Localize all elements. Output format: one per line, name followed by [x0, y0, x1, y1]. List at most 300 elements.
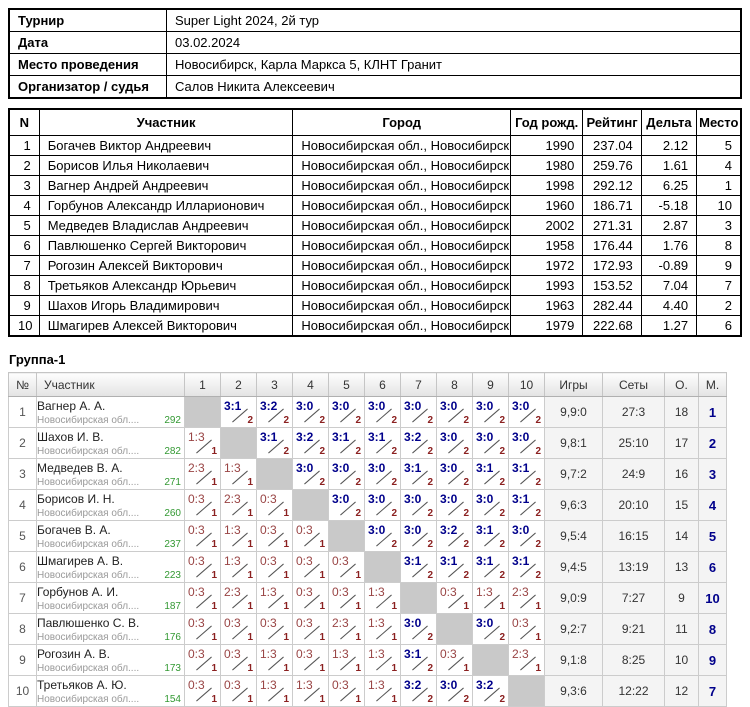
match-score-win-cell: [293, 428, 329, 459]
self-cell: [221, 428, 257, 459]
match-points: 2: [427, 694, 433, 705]
info-value: Салов Никита Алексеевич: [167, 76, 742, 99]
group-participant-region: Новосибирская обл....: [37, 662, 140, 674]
match-score-win-cell: [329, 490, 365, 521]
match-score: 3:2: [440, 523, 458, 537]
match-score-loss-cell: [185, 645, 221, 676]
match-points: 2: [463, 477, 469, 488]
group-row-number: 8: [9, 614, 37, 645]
group-participant-rating: 187: [164, 600, 181, 612]
group-participant-name: Третьяков А. Ю.: [37, 677, 127, 692]
table-row: [9, 216, 741, 236]
match-score: 3:1: [440, 554, 458, 568]
group-participant-name: Павлюшенко С. В.: [37, 615, 140, 630]
match-points: 2: [355, 508, 361, 519]
place-value: 6: [697, 316, 741, 337]
match-score: 0:3: [332, 585, 349, 599]
match-score-loss-cell: [329, 583, 365, 614]
group-header-sets: Сеты: [603, 373, 665, 397]
match-score: 3:0: [368, 523, 386, 537]
match-points: 2: [499, 632, 505, 643]
rating-value: 222.68: [583, 316, 641, 337]
group-header-games: Игры: [545, 373, 603, 397]
match-points: 1: [535, 632, 541, 643]
match-points: 2: [535, 477, 541, 488]
participant-name: Третьяков Александр Юрьевич: [39, 276, 293, 296]
match-points: 2: [427, 415, 433, 426]
group-place-value: 2: [699, 428, 727, 459]
match-points: 1: [283, 632, 289, 643]
participant-name: Шмагирев Алексей Викторович: [39, 316, 293, 337]
match-score: 3:2: [296, 430, 314, 444]
match-points: 2: [247, 415, 253, 426]
points-value: 16: [665, 459, 699, 490]
match-score-win-cell: [401, 397, 437, 428]
match-points: 2: [499, 570, 505, 581]
match-score-win-cell: [437, 490, 473, 521]
match-score: 0:3: [188, 492, 205, 506]
group-participant-rating: 223: [164, 569, 181, 581]
match-points: 1: [355, 601, 361, 612]
match-score-loss-cell: [221, 645, 257, 676]
points-value: 10: [665, 645, 699, 676]
match-points: 2: [535, 446, 541, 457]
participants-header-n: N: [9, 109, 39, 136]
match-points: 2: [499, 508, 505, 519]
games-value: 9,4:5: [545, 552, 603, 583]
match-score-loss-cell: [185, 614, 221, 645]
group-participant-cell: [37, 676, 185, 707]
participant-city: Новосибирская обл., Новосибирск: [293, 256, 510, 276]
match-score-win-cell: [437, 552, 473, 583]
match-score: 3:0: [440, 461, 458, 475]
participant-name: Рогозин Алексей Викторович: [39, 256, 293, 276]
group-participant-subline: [37, 539, 184, 550]
group-title: Группа-1: [9, 352, 66, 367]
group-participant-rating: 176: [164, 631, 181, 643]
delta-value: 4.40: [641, 296, 696, 316]
match-score: 0:3: [296, 647, 313, 661]
match-score: 3:2: [404, 678, 422, 692]
match-score-win-cell: [473, 459, 509, 490]
match-points: 1: [463, 601, 469, 612]
place-value: 1: [697, 176, 741, 196]
match-score-win-cell: [365, 459, 401, 490]
match-score-loss-cell: [329, 552, 365, 583]
match-points: 1: [319, 694, 325, 705]
group-row-number: 7: [9, 583, 37, 614]
group-participant-subline: [37, 694, 184, 705]
table-row: [9, 236, 741, 256]
group-row: [9, 645, 727, 676]
match-score-loss-cell: [185, 676, 221, 707]
group-header-col-1: 1: [185, 373, 221, 397]
row-number: 9: [9, 296, 39, 316]
place-value: 8: [697, 236, 741, 256]
participants-header-delta: Дельта: [641, 109, 696, 136]
group-header-col-9: 9: [473, 373, 509, 397]
match-score: 0:3: [260, 616, 277, 630]
row-number: 1: [9, 136, 39, 156]
participant-name: Вагнер Андрей Андреевич: [39, 176, 293, 196]
games-value: 9,7:2: [545, 459, 603, 490]
group-header-col-4: 4: [293, 373, 329, 397]
table-row: [9, 136, 741, 156]
match-score: 3:0: [440, 678, 458, 692]
match-points: 1: [319, 601, 325, 612]
participants-header-rating: Рейтинг: [583, 109, 641, 136]
match-score-win-cell: [437, 428, 473, 459]
points-value: 15: [665, 490, 699, 521]
points-value: 17: [665, 428, 699, 459]
games-value: 9,8:1: [545, 428, 603, 459]
match-score: 3:0: [476, 492, 494, 506]
participant-city: Новосибирская обл., Новосибирск: [293, 276, 510, 296]
group-header-col-3: 3: [257, 373, 293, 397]
match-score-win-cell: [365, 521, 401, 552]
match-score: 3:0: [332, 399, 350, 413]
match-score: 2:3: [512, 647, 529, 661]
info-row: [9, 54, 741, 76]
match-score: 1:3: [224, 554, 241, 568]
group-participant-rating: 237: [164, 538, 181, 550]
match-points: 2: [283, 415, 289, 426]
match-points: 1: [211, 477, 217, 488]
group-participant-subline: [37, 632, 184, 643]
row-number: 5: [9, 216, 39, 236]
match-score-loss-cell: [473, 583, 509, 614]
group-participant-name: Шмагирев А. В.: [37, 553, 124, 568]
match-score: 0:3: [260, 492, 277, 506]
match-points: 1: [391, 601, 397, 612]
match-score-win-cell: [473, 428, 509, 459]
match-score: 1:3: [224, 523, 241, 537]
group-row: [9, 521, 727, 552]
group-place-value: 9: [699, 645, 727, 676]
match-score: 1:3: [368, 647, 385, 661]
self-cell: [365, 552, 401, 583]
sets-value: 13:19: [603, 552, 665, 583]
self-cell: [437, 614, 473, 645]
match-score: 0:3: [296, 554, 313, 568]
match-score: 3:0: [332, 492, 350, 506]
match-points: 1: [355, 632, 361, 643]
match-score-loss-cell: [185, 521, 221, 552]
participant-name: Борисов Илья Николаевич: [39, 156, 293, 176]
info-value: Super Light 2024, 2й тур: [167, 9, 742, 32]
match-score-win-cell: [257, 397, 293, 428]
match-score-loss-cell: [293, 614, 329, 645]
match-score-loss-cell: [437, 583, 473, 614]
match-score-loss-cell: [257, 552, 293, 583]
match-score: 2:3: [224, 585, 241, 599]
match-score-loss-cell: [221, 614, 257, 645]
sets-value: 25:10: [603, 428, 665, 459]
match-points: 1: [247, 632, 253, 643]
match-points: 1: [211, 601, 217, 612]
group-row: [9, 428, 727, 459]
match-score: 3:0: [404, 616, 422, 630]
birth-year: 1993: [510, 276, 582, 296]
group-participant-name: Борисов И. Н.: [37, 491, 115, 506]
group-participant-region: Новосибирская обл....: [37, 631, 140, 643]
points-value: 9: [665, 583, 699, 614]
match-score: 3:0: [440, 430, 458, 444]
match-score: 1:3: [476, 585, 493, 599]
match-score-loss-cell: [293, 676, 329, 707]
points-value: 14: [665, 521, 699, 552]
match-points: 2: [427, 539, 433, 550]
match-points: 2: [391, 477, 397, 488]
match-score: 0:3: [188, 585, 205, 599]
match-score-loss-cell: [221, 676, 257, 707]
match-score: 3:1: [512, 492, 530, 506]
match-score-win-cell: [401, 614, 437, 645]
participant-city: Новосибирская обл., Новосибирск: [293, 176, 510, 196]
match-points: 1: [283, 694, 289, 705]
match-points: 2: [463, 694, 469, 705]
self-cell: [509, 676, 545, 707]
group-row: [9, 397, 727, 428]
match-score-loss-cell: [509, 645, 545, 676]
match-score-win-cell: [437, 521, 473, 552]
match-score: 0:3: [332, 678, 349, 692]
group-row-number: 5: [9, 521, 37, 552]
participants-header-row: [9, 109, 741, 136]
match-points: 1: [355, 570, 361, 581]
match-score: 0:3: [260, 554, 277, 568]
group-participant-subline: [37, 601, 184, 612]
match-points: 2: [463, 415, 469, 426]
match-score-win-cell: [365, 397, 401, 428]
match-score-win-cell: [401, 676, 437, 707]
group-place-value: 7: [699, 676, 727, 707]
match-points: 1: [283, 508, 289, 519]
match-points: 2: [427, 477, 433, 488]
match-points: 2: [535, 539, 541, 550]
match-score-win-cell: [473, 521, 509, 552]
match-score-loss-cell: [257, 583, 293, 614]
place-value: 10: [697, 196, 741, 216]
info-label: Турнир: [9, 9, 167, 32]
participant-city: Новосибирская обл., Новосибирск: [293, 216, 510, 236]
match-score: 0:3: [332, 554, 349, 568]
match-score: 3:1: [404, 554, 422, 568]
match-points: 2: [427, 632, 433, 643]
birth-year: 1998: [510, 176, 582, 196]
match-points: 1: [535, 601, 541, 612]
place-value: 7: [697, 276, 741, 296]
participant-name: Шахов Игорь Владимирович: [39, 296, 293, 316]
match-points: 2: [319, 477, 325, 488]
match-points: 1: [211, 663, 217, 674]
match-points: 2: [499, 446, 505, 457]
match-score: 3:0: [512, 430, 530, 444]
match-points: 1: [283, 570, 289, 581]
delta-value: 1.76: [641, 236, 696, 256]
participant-city: Новосибирская обл., Новосибирск: [293, 236, 510, 256]
match-score-win-cell: [221, 397, 257, 428]
match-score: 1:3: [188, 430, 205, 444]
group-header-row: [9, 373, 727, 397]
birth-year: 1980: [510, 156, 582, 176]
match-score: 1:3: [296, 678, 313, 692]
match-points: 1: [391, 694, 397, 705]
match-score-win-cell: [401, 459, 437, 490]
group-participant-rating: 260: [164, 507, 181, 519]
place-value: 5: [697, 136, 741, 156]
place-value: 3: [697, 216, 741, 236]
group-participant-rating: 154: [164, 693, 181, 705]
sets-value: 8:25: [603, 645, 665, 676]
match-score: 0:3: [296, 523, 313, 537]
match-score-win-cell: [437, 459, 473, 490]
match-score-win-cell: [329, 428, 365, 459]
group-place-value: 1: [699, 397, 727, 428]
group-participant-subline: [37, 415, 184, 426]
match-score: 1:3: [260, 585, 277, 599]
match-score-win-cell: [365, 490, 401, 521]
group-row: [9, 614, 727, 645]
games-value: 9,3:6: [545, 676, 603, 707]
self-cell: [473, 645, 509, 676]
match-score-win-cell: [509, 397, 545, 428]
match-points: 1: [355, 663, 361, 674]
match-score: 3:0: [512, 399, 530, 413]
birth-year: 1979: [510, 316, 582, 337]
delta-value: 7.04: [641, 276, 696, 296]
match-points: 2: [283, 446, 289, 457]
group-place-value: 5: [699, 521, 727, 552]
match-score: 3:1: [512, 554, 530, 568]
match-score-win-cell: [293, 459, 329, 490]
match-points: 1: [211, 446, 217, 457]
info-label: Дата: [9, 32, 167, 54]
match-score: 1:3: [368, 616, 385, 630]
rating-value: 271.31: [583, 216, 641, 236]
group-participant-rating: 271: [164, 476, 181, 488]
participant-city: Новосибирская обл., Новосибирск: [293, 156, 510, 176]
match-score-win-cell: [509, 459, 545, 490]
match-score: 3:1: [332, 430, 350, 444]
match-points: 2: [427, 508, 433, 519]
games-value: 9,2:7: [545, 614, 603, 645]
rating-value: 172.93: [583, 256, 641, 276]
self-cell: [293, 490, 329, 521]
match-score-loss-cell: [293, 521, 329, 552]
match-points: 2: [463, 539, 469, 550]
birth-year: 1960: [510, 196, 582, 216]
place-value: 2: [697, 296, 741, 316]
match-score-loss-cell: [329, 614, 365, 645]
match-points: 2: [463, 570, 469, 581]
table-row: [9, 156, 741, 176]
match-score: 0:3: [224, 647, 241, 661]
group-row-number: 2: [9, 428, 37, 459]
match-points: 1: [247, 539, 253, 550]
group-participant-cell: [37, 552, 185, 583]
match-score: 0:3: [188, 647, 205, 661]
match-points: 2: [319, 415, 325, 426]
rating-value: 282.44: [583, 296, 641, 316]
group-row: [9, 676, 727, 707]
match-points: 2: [391, 539, 397, 550]
match-score: 0:3: [188, 616, 205, 630]
info-label: Организатор / судья: [9, 76, 167, 99]
match-points: 1: [283, 601, 289, 612]
points-value: 12: [665, 676, 699, 707]
match-points: 2: [391, 415, 397, 426]
match-score-win-cell: [437, 676, 473, 707]
group-place-value: 6: [699, 552, 727, 583]
group-participant-region: Новосибирская обл....: [37, 693, 140, 705]
match-score: 0:3: [440, 585, 457, 599]
match-score-loss-cell: [257, 490, 293, 521]
delta-value: 2.12: [641, 136, 696, 156]
match-score: 1:3: [368, 585, 385, 599]
points-value: 13: [665, 552, 699, 583]
match-score: 0:3: [512, 616, 529, 630]
match-score-loss-cell: [329, 676, 365, 707]
match-score-win-cell: [365, 428, 401, 459]
participants-header-city: Город: [293, 109, 510, 136]
match-points: 2: [535, 570, 541, 581]
group-header-col-8: 8: [437, 373, 473, 397]
match-score: 0:3: [188, 523, 205, 537]
group-participant-name: Вагнер А. А.: [37, 398, 106, 413]
tournament-report-page: [8, 8, 742, 707]
info-row: [9, 76, 741, 99]
group-participant-name: Горбунов А. И.: [37, 584, 119, 599]
games-value: 9,9:0: [545, 397, 603, 428]
group-crosstable: [8, 372, 727, 707]
match-score: 3:2: [260, 399, 278, 413]
participant-name: Богачев Виктор Андреевич: [39, 136, 293, 156]
match-score: 3:1: [404, 647, 422, 661]
match-points: 1: [247, 601, 253, 612]
match-score-win-cell: [329, 397, 365, 428]
table-row: [9, 316, 741, 337]
match-points: 1: [319, 570, 325, 581]
match-score: 3:1: [368, 430, 386, 444]
match-points: 2: [427, 446, 433, 457]
row-number: 4: [9, 196, 39, 216]
match-score: 0:3: [224, 616, 241, 630]
group-participant-cell: [37, 459, 185, 490]
group-header-col-2: 2: [221, 373, 257, 397]
group-header-col-6: 6: [365, 373, 401, 397]
group-participant-subline: [37, 477, 184, 488]
group-participant-cell: [37, 428, 185, 459]
place-value: 9: [697, 256, 741, 276]
sets-value: 12:22: [603, 676, 665, 707]
rating-value: 153.52: [583, 276, 641, 296]
group-row: [9, 552, 727, 583]
match-points: 2: [355, 477, 361, 488]
match-score-loss-cell: [185, 428, 221, 459]
match-score: 1:3: [260, 647, 277, 661]
match-score-loss-cell: [185, 583, 221, 614]
participants-header-year: Год рожд.: [510, 109, 582, 136]
match-points: 1: [391, 632, 397, 643]
participant-city: Новосибирская обл., Новосибирск: [293, 316, 510, 337]
match-points: 1: [319, 663, 325, 674]
match-points: 2: [391, 446, 397, 457]
match-points: 2: [319, 446, 325, 457]
group-participant-cell: [37, 397, 185, 428]
match-score-loss-cell: [257, 521, 293, 552]
match-score-win-cell: [509, 552, 545, 583]
